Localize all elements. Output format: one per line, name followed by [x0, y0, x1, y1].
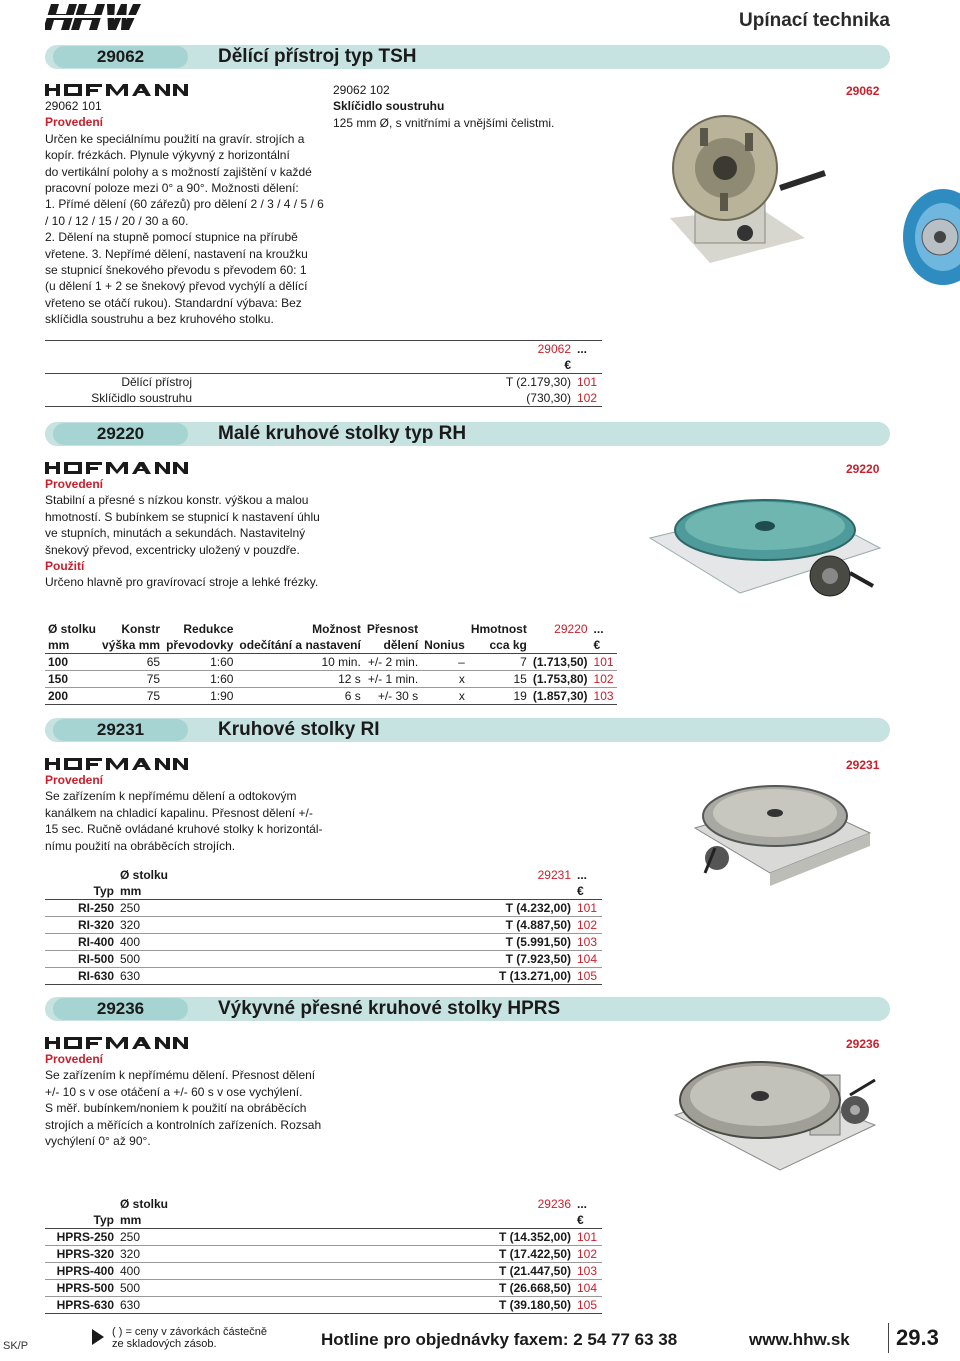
col-head: mm	[117, 1212, 237, 1229]
col-head-currency: €	[591, 637, 617, 654]
desc-line: hmotností. S bubínkem se stupnicí k nastavení úhlu	[45, 509, 320, 524]
table-header-code: 29062	[224, 341, 574, 358]
cell: 500	[117, 951, 237, 968]
cell: 15	[468, 671, 530, 688]
desc-line: Se zařízením k nepřímému dělení. Přesnost dělení	[45, 1068, 316, 1083]
description-29231	[45, 772, 335, 854]
table-row	[45, 671, 617, 688]
cell-suffix: 102	[591, 671, 617, 688]
desc-line: S měř. bubínkem/noniem k použití na obráběcích	[45, 1101, 307, 1116]
col-head: mm	[45, 637, 99, 654]
col-head: Hmotnost	[470, 622, 527, 637]
cell-price: T (39.180,50)	[237, 1297, 574, 1314]
footer-note-line: ( ) = ceny v závorkách částečně	[112, 1326, 267, 1338]
section-code: 29220	[53, 423, 188, 445]
desc-line: 1. Přímé dělení (60 zářezů) pro dělení 2 / 3 / 4 / 5 / 6	[45, 197, 324, 212]
side-note-29062	[333, 82, 613, 131]
desc-line: 2. Dělení na stupně pomocí stupnice na přírubě	[45, 230, 298, 245]
col-head: Možnost	[312, 622, 361, 637]
section-title: Dělící přístroj typ TSH	[218, 46, 417, 67]
desc-line: ve stupních, minutách a sekundách. Nastavitelný	[45, 526, 306, 541]
col-head: Ø stolku	[120, 868, 169, 883]
cell: –	[421, 654, 468, 671]
cell: 250	[117, 900, 237, 917]
provedeni-label: Provedení	[45, 115, 104, 130]
col-head: Typ	[45, 1212, 117, 1229]
item-name: Dělící přístroj	[121, 375, 192, 389]
col-head: výška mm	[99, 637, 163, 654]
col-head	[45, 867, 117, 883]
desc-line: se stupnicí šnekového převodu s převodem 60: 1	[45, 263, 307, 278]
rotary-table-ri-image	[675, 768, 875, 888]
cell-suffix: 101	[574, 900, 602, 917]
cell-price: (1.713,50)	[530, 654, 591, 671]
desc-line: strojích a měřících a kontrolních zařízeních. Rozsah	[45, 1117, 322, 1132]
cell-price: (1.753,80)	[530, 671, 591, 688]
cell: 6 s	[236, 688, 363, 705]
table-row	[45, 951, 602, 968]
cell-price: T (7.923,50)	[237, 951, 574, 968]
provedeni-label: Provedení	[45, 1052, 104, 1066]
footer-note	[112, 1326, 267, 1350]
col-head: Typ	[45, 883, 117, 900]
section-bar-29062	[45, 45, 890, 69]
col-head-code: 29220	[554, 622, 588, 637]
table-row	[45, 1297, 602, 1314]
table-row	[45, 390, 602, 407]
image-code: 29220	[846, 462, 880, 476]
desc-line: 15 sec. Ručně ovládané kruhové stolky k horizontál-	[45, 822, 323, 837]
cell: 320	[117, 917, 237, 934]
table-row	[45, 654, 617, 671]
cell-suffix: 104	[574, 951, 602, 968]
col-head	[530, 637, 591, 654]
desc-line: vychýlení 0° až 90°.	[45, 1134, 151, 1149]
col-head-dots: ...	[577, 868, 588, 883]
item-price: T (2.179,30)	[505, 375, 571, 389]
cell: 1:60	[163, 671, 236, 688]
section-bar-29236	[45, 997, 890, 1021]
item-price: (730,30)	[224, 390, 574, 407]
price-table-29231	[45, 867, 602, 985]
cell-type: RI-320	[45, 917, 117, 934]
table-header-dots: ...	[574, 341, 602, 358]
item-name: Sklíčidlo soustruhu	[45, 390, 195, 407]
provedeni-label: Provedení	[45, 477, 104, 491]
section-code: 29231	[53, 719, 188, 741]
pouziti-text: Určeno hlavně pro gravírovací stroje a lehké frézky.	[45, 575, 319, 590]
col-head	[237, 883, 574, 900]
col-head: Redukce	[183, 622, 234, 637]
cell: 320	[117, 1246, 237, 1263]
desc-line: šnekový převod, excentricky uložený v pouzdře.	[45, 542, 300, 557]
cell: 10 min.	[236, 654, 363, 671]
cell: 630	[117, 1297, 237, 1314]
section-bar-29231	[45, 718, 890, 742]
cell: 630	[117, 968, 237, 985]
col-head-dots: ...	[593, 622, 604, 637]
col-head: převodovky	[163, 637, 236, 654]
cell-type: HPRS-500	[45, 1280, 117, 1297]
page-number-divider	[888, 1323, 889, 1353]
cell: 250	[117, 1229, 237, 1246]
section-bar-29220	[45, 422, 890, 446]
cell: 200	[45, 688, 99, 705]
desc-line: (u dělení 1 + 2 se šnekový převod vychýlí a dělící	[45, 279, 308, 294]
section-code: 29236	[53, 998, 188, 1020]
description-29062	[45, 98, 325, 328]
col-head-currency: €	[574, 1212, 602, 1229]
section-title: Kruhové stolky RI	[218, 719, 380, 740]
cell-suffix: 102	[574, 1246, 602, 1263]
table-row	[45, 900, 602, 917]
image-code: 29236	[846, 1037, 880, 1051]
col-head	[237, 1212, 574, 1229]
col-head: Ø stolku	[48, 622, 97, 637]
cell: 19	[468, 688, 530, 705]
cell: +/- 2 min.	[364, 654, 421, 671]
cell: 65	[99, 654, 163, 671]
col-head: Ø stolku	[120, 1197, 169, 1212]
side-title: Sklíčidlo soustruhu	[333, 99, 445, 114]
website-link[interactable]: www.hhw.sk	[749, 1330, 850, 1349]
hofmann-logo	[45, 462, 188, 474]
footer-language: SK/P	[3, 1340, 29, 1352]
cell: 1:90	[163, 688, 236, 705]
table-row	[45, 374, 602, 391]
cell-type: RI-400	[45, 934, 117, 951]
cell: x	[421, 688, 468, 705]
cell: 150	[45, 671, 99, 688]
desc-line: / 10 / 12 / 15 / 20 / 30 a 60.	[45, 213, 189, 228]
hofmann-logo	[45, 758, 188, 770]
price-table-29062	[45, 340, 602, 407]
desc-line: do vertikální polohy a s možností zajištění v každé	[45, 164, 312, 179]
cell-suffix: 102	[574, 917, 602, 934]
col-head: dělení	[364, 637, 421, 654]
col-head	[45, 1196, 117, 1212]
cell-suffix: 103	[574, 934, 602, 951]
hofmann-logo	[45, 1037, 188, 1049]
desc-line: sklíčidla soustruhu a bez kruhového stolku.	[45, 312, 274, 327]
price-table-29236	[45, 1196, 602, 1314]
desc-line: vřetene. 3. Nepřímé dělení, nastavení na kroužku	[45, 246, 308, 261]
col-head: mm	[117, 883, 237, 900]
hofmann-logo	[45, 84, 188, 96]
desc-line: Stabilní a přesné s nízkou konstr. výškou a malou	[45, 493, 309, 508]
col-head: Přesnost	[366, 622, 419, 637]
cell-suffix: 105	[574, 1297, 602, 1314]
tilting-rotary-table-image	[660, 1040, 885, 1180]
section-title: Malé kruhové stolky typ RH	[218, 423, 467, 444]
cell-type: RI-500	[45, 951, 117, 968]
cell-suffix: 105	[574, 968, 602, 985]
desc-line: pracovní poloze mezi 0° a 90°. Možnosti dělení:	[45, 181, 299, 196]
cell-type: HPRS-630	[45, 1297, 117, 1314]
dividing-head-image	[640, 88, 830, 273]
description-29220	[45, 476, 335, 591]
cell-price: T (26.668,50)	[237, 1280, 574, 1297]
cell-suffix: 103	[574, 1263, 602, 1280]
cell-price: T (21.447,50)	[237, 1263, 574, 1280]
table-row	[45, 1263, 602, 1280]
cell-type: RI-630	[45, 968, 117, 985]
table-row	[45, 688, 617, 705]
desc-line: kanálkem na chladicí kapalinu. Přesnost dělení +/-	[45, 805, 313, 820]
cell-price: T (4.232,00)	[237, 900, 574, 917]
price-table-29220	[45, 621, 617, 705]
cell: 12 s	[236, 671, 363, 688]
cell: 1:60	[163, 654, 236, 671]
cell-price: T (4.887,50)	[237, 917, 574, 934]
desc-line: Určen ke speciálnímu použití na gravír. strojích a	[45, 131, 305, 146]
cell: x	[421, 671, 468, 688]
rotary-table-image	[645, 478, 885, 603]
cell: +/- 1 min.	[364, 671, 421, 688]
cell-price: T (17.422,50)	[237, 1246, 574, 1263]
cell-price: T (14.352,00)	[237, 1229, 574, 1246]
cell-price: (1.857,30)	[530, 688, 591, 705]
desc-line: nímu použití na obráběcích strojích.	[45, 838, 236, 853]
section-title: Výkyvné přesné kruhové stolky HPRS	[218, 998, 561, 1019]
table-row	[45, 1246, 602, 1263]
cell-type: HPRS-250	[45, 1229, 117, 1246]
image-code: 29231	[846, 758, 880, 772]
cell-type: RI-250	[45, 900, 117, 917]
cell-suffix: 103	[591, 688, 617, 705]
table-row	[45, 934, 602, 951]
side-code: 29062 102	[333, 83, 390, 97]
cell-suffix: 104	[574, 1280, 602, 1297]
cell-price: T (13.271,00)	[237, 968, 574, 985]
image-code: 29062	[846, 84, 880, 98]
chuck-thumbnail-image	[895, 185, 960, 290]
description-29236	[45, 1051, 335, 1149]
desc-line: Se zařízením k nepřímému dělení a odtokovým	[45, 789, 297, 804]
col-head-code: 29231	[537, 868, 571, 883]
cell-price: T (5.991,50)	[237, 934, 574, 951]
cell-type: HPRS-400	[45, 1263, 117, 1280]
desc-line: kopír. frézkách. Plynule výkyvný z horizontální	[45, 148, 290, 163]
desc-line: vřeteno se otáčí rukou). Standardní výbava: Bez	[45, 295, 302, 310]
col-head-currency: €	[574, 883, 602, 900]
section-code: 29062	[53, 46, 188, 68]
table-row	[45, 917, 602, 934]
cell: 7	[468, 654, 530, 671]
cell: 75	[99, 688, 163, 705]
cell: 75	[99, 671, 163, 688]
col-head: Nonius	[421, 637, 468, 654]
cell-suffix: 101	[574, 1229, 602, 1246]
hotline-text: Hotline pro objednávky faxem: 2 54 77 63 38	[321, 1330, 678, 1349]
desc-line: +/- 10 s v ose otáčení a +/- 60 s v ose vychýlení.	[45, 1084, 303, 1099]
provedeni-label: Provedení	[45, 773, 104, 787]
col-head: cca kg	[468, 637, 530, 654]
page-number: 29.3	[896, 1325, 939, 1350]
col-head: odečítání a nastavení	[236, 637, 363, 654]
cell: 500	[117, 1280, 237, 1297]
table-row	[45, 968, 602, 985]
item-code: 29062 101	[45, 99, 102, 113]
table-row	[45, 1280, 602, 1297]
cell: 400	[117, 934, 237, 951]
item-suffix: 101	[577, 375, 598, 389]
hhw-logo	[45, 2, 143, 32]
col-head: Konstr	[121, 622, 161, 637]
side-desc: 125 mm Ø, s vnitřními a vnějšími čelistmi.	[333, 115, 555, 130]
cell-type: HPRS-320	[45, 1246, 117, 1263]
col-head-code: 29236	[537, 1197, 571, 1212]
item-suffix: 102	[574, 390, 602, 407]
pouziti-label: Použití	[45, 559, 85, 574]
page-title: Upínací technika	[739, 10, 890, 31]
table-row	[45, 1229, 602, 1246]
table-header-currency: €	[224, 357, 574, 374]
arrow-right-icon	[92, 1329, 104, 1345]
cell-suffix: 101	[591, 654, 617, 671]
col-head-dots: ...	[577, 1197, 588, 1212]
footer-note-line: ze skladových zásob.	[112, 1338, 217, 1350]
cell: 400	[117, 1263, 237, 1280]
cell: 100	[45, 654, 99, 671]
cell: +/- 30 s	[364, 688, 421, 705]
col-head	[421, 621, 468, 637]
